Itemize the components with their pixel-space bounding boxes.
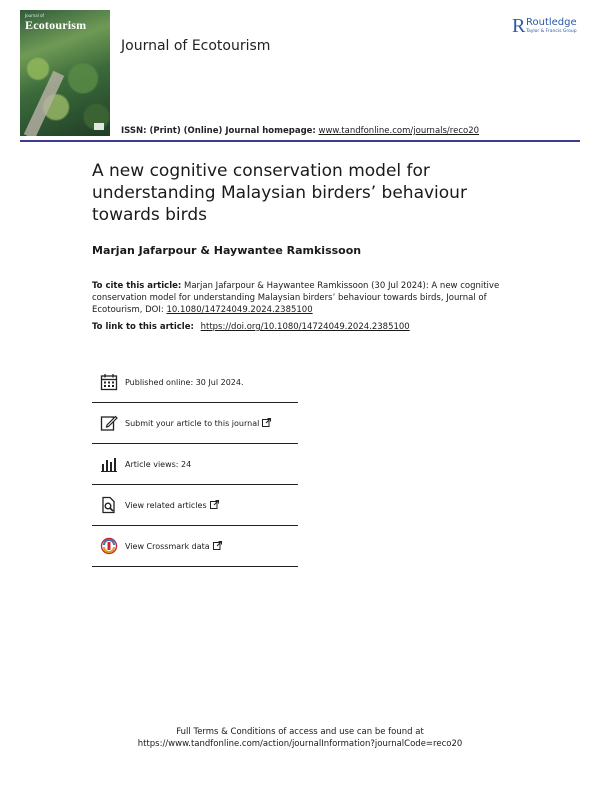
citation-block [92,280,522,316]
submit-article-text[interactable]: Submit your article to this journal [125,418,260,428]
issn-label: ISSN: (Print) (Online) Journal homepage: [121,126,316,136]
article-views-text: Article views: 24 [125,459,192,469]
journal-cover-image [20,10,110,136]
doi-link[interactable]: 10.1080/14724049.2024.2385100 [166,305,313,315]
crossmark-text[interactable]: View Crossmark data [125,541,210,551]
article-title: A new cognitive conservation model for understanding Malaysian birders’ behaviour towards birds [92,161,467,225]
bar-chart-icon [98,453,120,475]
journal-name: Journal of Ecotourism [121,38,271,54]
link-label: To link to this article: [92,322,194,332]
submit-article-item[interactable] [92,403,298,444]
routledge-r-icon: R [512,15,526,37]
crossmark-icon [98,535,120,557]
article-authors: Marjan Jafarpour & Haywantee Ramkissoon [92,244,362,257]
cover-small-text: Journal of [25,13,44,18]
external-link-icon [210,500,219,511]
article-link-line [92,322,410,332]
cite-text: Marjan Jafarpour & Haywantee Ramkissoon (30 Jul 2024): A new cognitive conservation model for understanding Malaysian birders’ behaviour towards birds, Journal of Ecotourism, DOI: [92,281,500,315]
published-online-text: Published online: 30 Jul 2024. [125,377,244,387]
header-divider [20,140,580,142]
calendar-icon [98,371,120,393]
issn-line [121,126,479,136]
external-link-icon [213,541,222,552]
journal-homepage-link[interactable]: www.tandfonline.com/journals/reco20 [318,126,480,136]
footer-terms-link[interactable]: https://www.tandfonline.com/action/journalInformation?journalCode=reco20 [137,739,463,749]
article-info-list [92,362,298,567]
footer-terms-text: Full Terms & Conditions of access and use can be found at [176,727,424,737]
cover-publisher-logo [94,123,104,130]
footer [0,726,600,750]
crossmark-item[interactable] [92,526,298,567]
publisher-name: Routledge [526,17,577,28]
published-online-item [92,362,298,403]
related-articles-item[interactable] [92,485,298,526]
article-views-item [92,444,298,485]
submit-pencil-icon [98,412,120,434]
cite-label: To cite this article: [92,281,182,291]
publisher-subtitle: Taylor & Francis Group [526,29,577,34]
related-articles-icon [98,494,120,516]
cover-journal-title: Ecotourism [25,18,87,32]
related-articles-text[interactable]: View related articles [125,500,207,510]
external-link-icon [262,418,271,429]
article-doi-url[interactable]: https://doi.org/10.1080/14724049.2024.2385100 [200,322,410,332]
